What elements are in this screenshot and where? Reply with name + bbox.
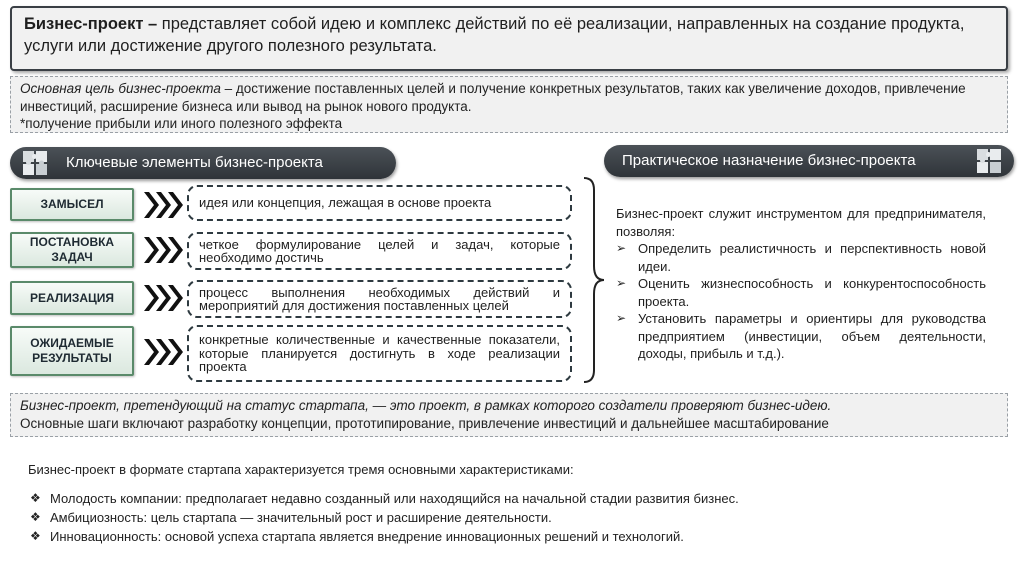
arrow-bullet-icon: ➢ (616, 276, 627, 290)
element-desc-concept: идея или концепция, лежащая в основе проекта (187, 185, 572, 221)
characteristics-list (28, 489, 988, 546)
element-desc-implementation: процесс выполнения необходимых действий и мероприятий для достижения поставленных целей (187, 280, 572, 318)
diamond-bullet-icon: ❖ (30, 491, 41, 505)
goal-text: – достижение поставленных целей и получение конкретных результатов, таких как увеличение доходов, привлечение инвестиций, расширение бизнеса или вывод на рынок нового продукта. (20, 81, 966, 114)
list-item: ❖ Инновационность: основой успеха стартапа является внедрение инновационных решений и технологий. (30, 529, 684, 544)
goal-note: *получение прибыли или иного полезного эффекта (20, 116, 343, 131)
list-item: ❖ Амбициозность: цель стартапа — значительный рост и расширение деятельности. (30, 510, 552, 525)
definition-box (10, 6, 1008, 71)
startup-text: Основные шаги включают разработку концепции, прототипирование, привлечение инвестиций и дальнейшее масштабирование (20, 416, 829, 431)
startup-italic: Бизнес-проект, претендующий на статус стартапа, — это проект, в рамках которого создатели проверяют бизнес-идею. (20, 398, 832, 413)
startup-box (10, 393, 1008, 437)
triple-chevron-icon (142, 335, 186, 369)
list-item: ➢ Установить параметры и ориентиры для руководства предприятием (инвестиции, объем деятельности, доходы, прибыль и т.д.). (616, 311, 986, 361)
practical-purpose-banner (604, 145, 1014, 177)
definition-text: представляет собой идею и комплекс действий по её реализации, направленных на создание продукта, услуги или достижение другого полезного результата. (24, 15, 965, 55)
element-label-implementation: РЕАЛИЗАЦИЯ (10, 281, 134, 315)
key-elements-title: Ключевые элементы бизнес-проекта (66, 154, 323, 171)
diamond-bullet-icon: ❖ (30, 510, 41, 524)
arrow-bullet-icon: ➢ (616, 311, 627, 325)
goal-title: Основная цель бизнес-проекта (20, 81, 221, 96)
element-label-task-setting: ПОСТАНОВКА ЗАДАЧ (10, 232, 134, 268)
goal-box (10, 76, 1008, 133)
arrow-bullet-icon: ➢ (616, 241, 627, 255)
list-item: ➢ Определить реалистичность и перспективность новой идеи. (616, 241, 986, 274)
element-label-expected-results: ОЖИДАЕМЫЕ РЕЗУЛЬТАТЫ (10, 326, 134, 376)
purpose-list (616, 240, 986, 363)
purpose-text (616, 205, 986, 363)
purpose-intro: Бизнес-проект служит инструментом для предпринимателя, позволяя: (616, 206, 986, 239)
puzzle-icon (974, 146, 1004, 176)
list-item: ➢ Оценить жизнеспособность и конкурентоспособность проекта. (616, 276, 986, 309)
practical-purpose-title: Практическое назначение бизнес-проекта (622, 152, 916, 169)
triple-chevron-icon (142, 233, 186, 267)
curly-brace (580, 176, 606, 384)
triple-chevron-icon (142, 281, 186, 315)
definition-term: Бизнес-проект – (24, 15, 158, 33)
triple-chevron-icon (142, 188, 186, 222)
characteristics-intro: Бизнес-проект в формате стартапа характеризуется тремя основными характеристиками: (28, 462, 574, 477)
puzzle-icon (20, 148, 50, 178)
diamond-bullet-icon: ❖ (30, 529, 41, 543)
key-elements-banner (10, 147, 396, 179)
element-desc-task-setting: четкое формулирование целей и задач, которые необходимо достичь (187, 232, 572, 270)
startup-characteristics (28, 460, 988, 546)
element-desc-expected-results: конкретные количественные и качественные показатели, которые планируется достигнуть в ходе реализации проекта (187, 325, 572, 382)
element-label-concept: ЗАМЫСЕЛ (10, 188, 134, 221)
list-item: ❖ Молодость компании: предполагает недавно созданный или находящийся на начальной стадии развития бизнес. (30, 491, 739, 506)
